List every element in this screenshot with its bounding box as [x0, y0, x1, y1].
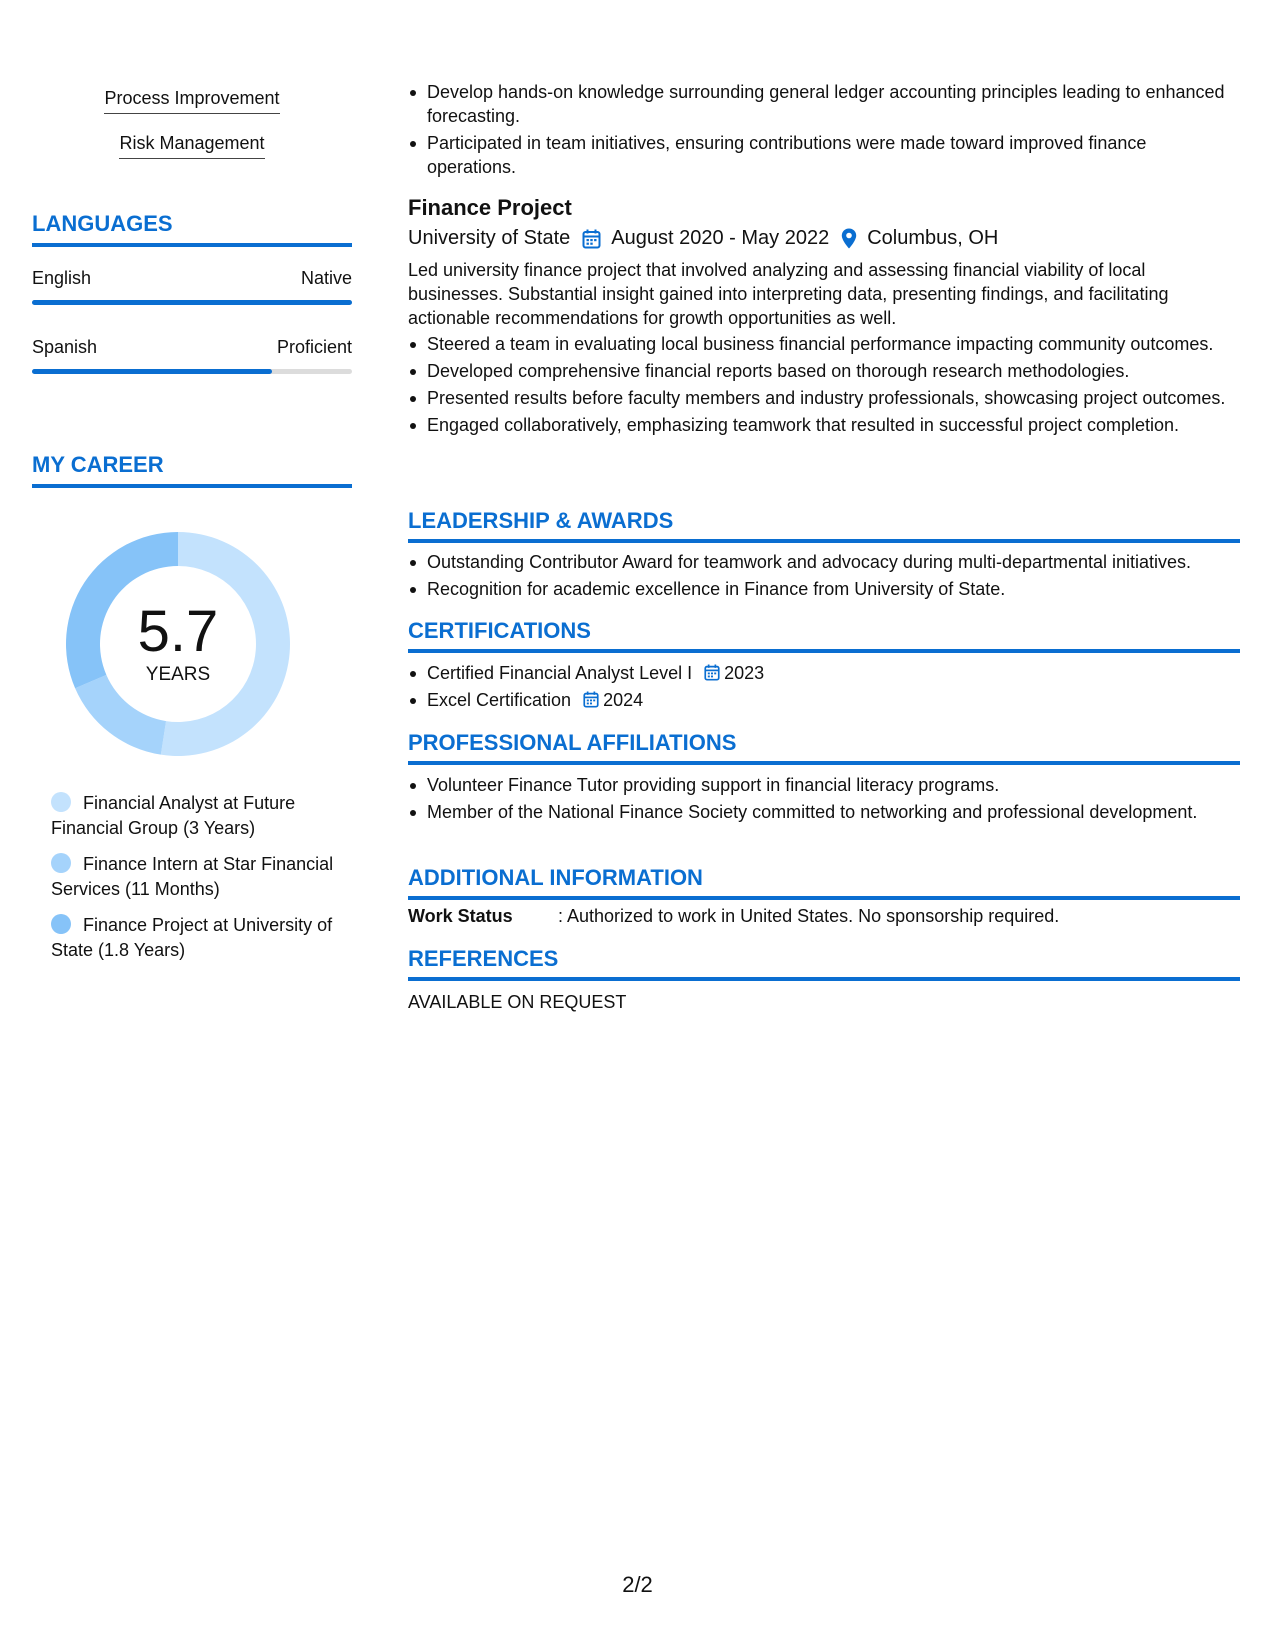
- legend-dot: [51, 792, 71, 812]
- career-heading: MY CAREER: [32, 452, 352, 488]
- skill-tag: [32, 88, 352, 114]
- bullet-item: Member of the National Finance Society committed to networking and professional development.: [408, 800, 1240, 824]
- language-level: Native: [300, 268, 352, 288]
- certifications-heading: CERTIFICATIONS: [408, 618, 1240, 653]
- project-description: Led university finance project that involved analyzing and assessing financial viability of local businesses. Substantial insight gained into interpreting data, presenting findings, and facilitating actionable recommendations for growth opportunities as well.: [408, 260, 1169, 328]
- leadership-heading: LEADERSHIP & AWARDS: [408, 508, 1240, 543]
- calendar-icon: [583, 691, 599, 708]
- certification-year: 2024: [603, 690, 644, 710]
- language-name: Spanish: [32, 337, 98, 357]
- language-bar-track: [32, 369, 352, 374]
- project-dates: August 2020 - May 2022: [611, 227, 830, 249]
- project-entry: [408, 195, 1240, 440]
- legend-dot: [51, 914, 71, 934]
- bullet-item: Participated in team initiatives, ensuring contributions were made toward improved finance operations.: [408, 131, 1240, 179]
- location-pin-icon: [841, 228, 857, 249]
- affiliations-heading: PROFESSIONAL AFFILIATIONS: [408, 730, 1240, 765]
- language-bar-fill: [32, 369, 272, 374]
- career-legend-item: [51, 913, 341, 963]
- page-indicator: 2/2: [622, 1572, 653, 1597]
- career-legend-label: Finance Intern at Star Financial Services (11 Months): [51, 854, 334, 899]
- bullet-item: Engaged collaboratively, emphasizing teamwork that resulted in successful project completion.: [408, 413, 1240, 437]
- donut-center: [66, 532, 290, 756]
- skill-label: Risk Management: [119, 133, 264, 159]
- career-legend-label: Financial Analyst at Future Financial Group (3 Years): [51, 793, 296, 838]
- project-meta: [408, 227, 1240, 250]
- leadership-list: [408, 550, 1240, 604]
- certification-item: [408, 688, 1240, 712]
- references-heading: REFERENCES: [408, 946, 1240, 981]
- affiliations-list: [408, 773, 1240, 827]
- previous-role-bullets: [408, 80, 1240, 182]
- calendar-icon: [582, 229, 601, 249]
- project-location: Columbus, OH: [867, 227, 999, 249]
- bullet-item: Volunteer Finance Tutor providing support in financial literacy programs.: [408, 773, 1240, 797]
- career-donut-chart: [66, 532, 290, 756]
- additional-info-heading: ADDITIONAL INFORMATION: [408, 865, 1240, 900]
- references-text: AVAILABLE ON REQUEST: [408, 992, 627, 1012]
- skill-tag: [32, 133, 352, 159]
- bullet-item: Developed comprehensive financial reports based on thorough research methodologies.: [408, 359, 1240, 383]
- career-legend-label: Finance Project at University of State (1.8 Years): [51, 915, 333, 960]
- work-status-value: : Authorized to work in United States. No sponsorship required.: [558, 906, 1060, 926]
- certification-year: 2023: [724, 663, 765, 683]
- career-legend-item: [51, 791, 341, 841]
- bullet-item: Presented results before faculty members and industry professionals, showcasing project outcomes.: [408, 386, 1240, 410]
- language-bar-track: [32, 300, 352, 305]
- career-total-years: 5.7: [137, 599, 219, 664]
- bullet-item: Outstanding Contributor Award for teamwork and advocacy during multi-departmental initiatives.: [408, 550, 1240, 574]
- project-org: University of State: [408, 227, 571, 249]
- certifications-list: [408, 661, 1240, 715]
- bullet-item: Develop hands-on knowledge surrounding general ledger accounting principles leading to enhanced forecasting.: [408, 80, 1240, 128]
- language-level: Proficient: [276, 337, 352, 357]
- language-name: English: [32, 268, 92, 288]
- bullet-item: Steered a team in evaluating local business financial performance impacting community outcomes.: [408, 332, 1240, 356]
- project-title: Finance Project: [408, 195, 572, 220]
- bullet-item: Recognition for academic excellence in Finance from University of State.: [408, 577, 1240, 601]
- calendar-icon: [704, 664, 720, 681]
- certification-name: Certified Financial Analyst Level I: [427, 663, 693, 683]
- certification-item: [408, 661, 1240, 685]
- skill-label: Process Improvement: [104, 88, 279, 114]
- certification-name: Excel Certification: [427, 690, 572, 710]
- career-legend-item: [51, 852, 341, 902]
- work-status-label: Work Status: [408, 906, 513, 926]
- languages-heading: LANGUAGES: [32, 211, 352, 247]
- career-total-unit: YEARS: [145, 664, 211, 685]
- language-bar-fill: [32, 300, 352, 305]
- legend-dot: [51, 853, 71, 873]
